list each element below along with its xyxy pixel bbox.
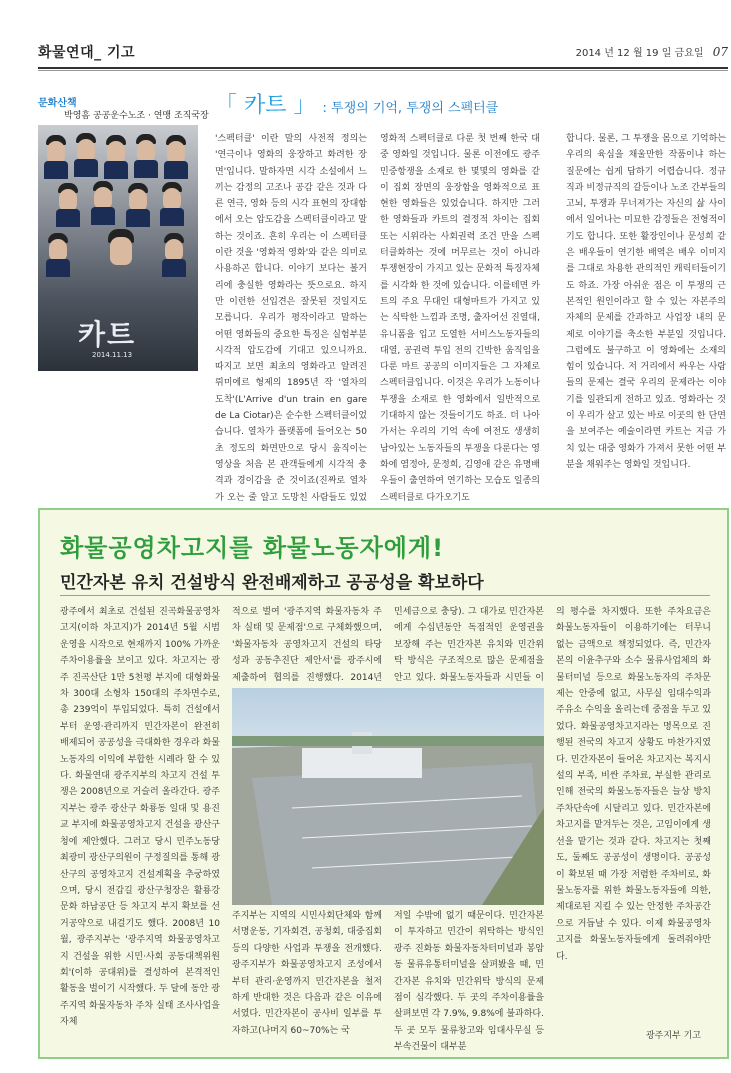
article-column-2: 영화적 스펙터클로 다룬 첫 번째 한국 대중 영화일 것입니다. 물론 이전에도 광주민중항쟁을 소재로 한 몇몇의 영화를 같이 집회 장면의 웅장함을 영화적으로 표현한 영화들은 있었습니다. 하지만 그러한 영화들과 카트의 결정적 차이는 집회 또는 시위라는 사회권력 조건 만을 스펙터클화하는 것에 머무르는 것이 아니라 투쟁현장이 가지고 있는 문화적 특징자체를 시각화 한 것에 있습니다. 이를테면 카트의 주요 무대인 대형마트가 가지고 있는 식탁한 느낌과 조명, 출자어선 진열대, 유니폼을 입고 도열한 서비스노동자들의 대열, 공권력 투입 전의 긴박한 움직임을 다룬 마트 공공의 이미지들은 그 자체로 스펙터클입니다. 이것은 우리가 노동이나 투쟁을 소재로 한 영화에서 일반적으로 기대하지 않는 것들이기도 하죠. 더 나아가서는 우리의 기억 속에 여전도 생생히 남아있는 노동자들의 투쟁을 다룬다는 영화에 염정아, 문정희, 김영애 같은 유명배우들이 출연하여 연기하는 모습도 일종의 스펙터클로 다가오기도: [380, 134, 540, 503]
article-column-3: 합니다. 물론, 그 투쟁을 몸으로 기억하는 우리의 육심을 채울만한 작품이냐 하는 질문에는 쉽게 답하기 어렵습니다. 정규직과 비정규직의 갈등이나 노조 간부들의 고뇌, 투쟁과 무너져가는 자신의 삶 사이에서 일어나는 미묘한 감정들은 전형적이기도 합니다. 또한 활장인이나 문성희 같은 배우들이 연기한 배역은 배우 이미지를 그대로 차용한 관의적인 캐릭터들이기도 하죠. 가장 아쉬운 점은 이 투쟁의 근본적인 원인이라고 할 수 있는 자본주의 자체의 문제를 간과하고 사업장 내의 문제로 이야기를 축소한 부분일 것입니다. 그럼에도 불구하고 이 영화에는 소재의 힘이 있습니다. 저 거리에서 싸우는 사람들의 문제는 결국 우리의 문제라는 이야기를 일관되게 전하고 있죠. 영화라는 것이 우리가 살고 있는 바로 이곳의 한 단면을 보여주는 예술이라면 카트는 지금 가치 있는 대중 영화가 가져서 못한 어떤 부분을 채워주는 영화일 것입니다.: [566, 134, 726, 470]
feature-subheadline: 민간자본 유치 건설방식 완전배제하고 공공성을 확보하다: [60, 573, 484, 593]
feature-signature: 광주지부 기고: [645, 1031, 701, 1041]
feature-rule: [60, 595, 710, 596]
header-rule-thin: [38, 70, 728, 71]
parking-lot-photo: [232, 688, 544, 905]
feature-column-2-bottom: 주지부는 지역의 시민사회단체와 함께 서명운동, 기자회견, 공청회, 대중집회 등의 다양한 사업과 투쟁을 전개했다. 광주지부가 화물공영차고지 조성에서부터 관리·운영까지 민간자본을 철저하게 반대한 것은 다음과 같은 이유에서였다. 민간자본이 공사비 일부를 투자하고(나머지 60~70%는 국: [232, 911, 382, 1036]
article-column-1: [215, 131, 367, 538]
feature-headline: 화물공영차고지를 화물노동자에게!: [60, 534, 445, 562]
feature-column-3-bottom: 저일 수밖에 없기 때문이다. 민간자본이 투자하고 민간이 위탁하는 방식인 광주 진화동 화물자동차터미널과 봉암동 물류유통터미널을 살펴봤을 때, 민간자본 유치와 민간위탁 방식의 문제점이 심각했다. 두 곳의 주차이용률을 살펴보면 각 7.9%, 9.8%에 불과하다. 두 곳 모두 물류창고와 임대사무실 등 부속건물이 대부분: [394, 911, 544, 1053]
article-title: [215, 88, 498, 119]
header-date: [576, 44, 728, 59]
author-byline: 박영흠 공공운수노조 · 연맹 조직국장: [64, 111, 209, 121]
feature-column-1: 광주에서 최초로 건설된 진곡화물공영차고지(이하 차고지)가 2014년 5월 시범운영을 시작으로 현재까지 100% 가까운 주차이용률을 보이고 있다. 차고지는 광주 진곡산단 1만 5천평 부지에 대형화물차 300대 소형차 150대의 주차면수로, 총 239억이 투입되었다. 특히 건설에서부터 운영·관리까지 민간자본이 완전히 배제되어 공공성을 극대화한 경우라 화물노동자의 이익에 부합한 시례라 할 수 있다. 화물연대 광주지부의 차고지 건설 투쟁은 2008년으로 거슬러 올라간다. 광주지부는 광주 광산구 화룡동 일대 및 용진교 부지에 화물공영차고지 건설을 광산구청에 제안했다. 그러고 당시 민주노동당 최광미 광산구의원이 구정질의를 통해 광산구의 공영차고지 건설계획을 추궁하였으며, 당시 전갑길 광산구청장은 활룡강문화 하남공단 등 차고지 부지 확보를 선거공약으로 내걸기도 했다. 2008년 10월, 광주지부는 '광주지역 화물공영차고지 건설을 위한 시민·사회 공동대책위원회'(이하 공대위)를 결성하여 본격적인 활동을 벌이기 시작했다. 두 달에 동안 광주지역 화물자동차 주차 실태 조사사업을 자체: [60, 607, 220, 1028]
feature-column-3-top: 민세금으로 충당). 그 대가로 민간자본에게 수십년동안 독점적인 운영권을 보장해 주는 민간자본 유치와 민간위탁 방식은 구조적으로 많은 문제점을 안고 있다. 화물노동자들과 시민들 이: [394, 607, 544, 683]
poster-crowd: [38, 125, 198, 275]
article-title-main: 「 카트 」: [215, 93, 316, 118]
feature-column-2-top: 적으로 벌여 '광주지역 화물자동차 주차 실태 및 문제점'으로 구체화했으며, '화물자동차 공영차고지 건설의 타당성과 공동추진단 제안서'를 광주시에 제출하여 협의를 진행했다. 2014년: [232, 607, 382, 683]
page-number: 07: [712, 45, 728, 59]
section-title: 화물연대_ 기고: [38, 45, 136, 61]
column-tag: 문화산책: [38, 98, 77, 109]
article-subtitle: : 투쟁의 기억, 투쟁의 스펙터클: [322, 101, 499, 116]
poster-release-date: 2014.11.13: [92, 351, 133, 359]
feature-column-4: 의 평수를 차지했다. 또한 주차요금은 화물노동자들이 이용하기에는 터무니 없는 금액으로 책정되었다. 즉, 민간자본의 이윤추구와 소수 물류사업체의 화물터미널 등으로 화물노동자의 주차문제는 안중에 없고, 사무실 임대수익과 주유소 수익을 올리는데 중점을 두고 있었다. 화물공영차고지라는 명목으로 진행된 전국의 차고지 상황도 마찬가지였다. 민간자본이 들어온 차고지는 복지시설의 부족, 비싼 주차료, 부실한 관리로 인해 전국의 화물노동자들은 늘상 방치주차단속에 시달리고 있다. 민간자본에 차고지를 맡겨두는 것은, 고임이에게 생선을 맡기는 것과 같다. 차고지는 첫째도, 둘째도 공공성이 생명이다. 공공성이 확보된 때 가장 저렴한 주차비로, 화물노동자를 위한 화물노동자들에 의한, 제대로된 지킬 수 있는 안정한 주차공간으로 거듭날 수 있다. 이제 화물공영차고지를 화물노동자들에게 돌려줘야만 다.: [556, 607, 711, 962]
issue-date: 2014 년 12 월 19 일 금요일: [575, 48, 704, 59]
poster-title: 카트: [78, 318, 137, 351]
article-col1-text: '스펙터클' 이란 말의 사전적 정의는 '연극이나 영화의 웅장하고 화려한 장면'입니다. 말하자면 시각 소설에서 느끼는 감정의 고조나 공감 같은 것과 다른 연극, 영화 등의 시각 표현의 장대함에서 오는 압도감을 스펙터클이라고 말하는 것이죠. 흔히 우리는 이 스펙터클이란 것을 '영화적 영화'와 같은 의미로 사용하곤 합니다. 이야기 보다는 볼거리에 충실한 영화라는 뜻으로요. 하지만 이런한 선입견은 잘못된 것일지도 모릅니다. 우리가 평작이라고 말하는 어떤 영화들의 중요한 특징은 실험부분 시각적 압도감에 기대고 있으니까요. 따지고 보면 최초의 영화라고 알려진 뤼미에르 형제의 1895년 작 '열차의 도착'(L'Arrive d'un train en gare de La Ciotar)은 순수한 스펙터클이었습니다. 열차가 플랫폼에 들어오는 50초 정도의 화면만으로 당시 움직이는 영상을 처음 본 관객들에게 시각적 충격과 경이감을 준 것이죠(진짜로 열차가 오는 줄 알고 도망친 사람들도 있었: [215, 134, 367, 503]
parking-lot-illustration: [232, 688, 544, 905]
page-header: [38, 36, 728, 66]
header-rule: [38, 67, 728, 69]
movie-poster-image: [38, 125, 198, 371]
